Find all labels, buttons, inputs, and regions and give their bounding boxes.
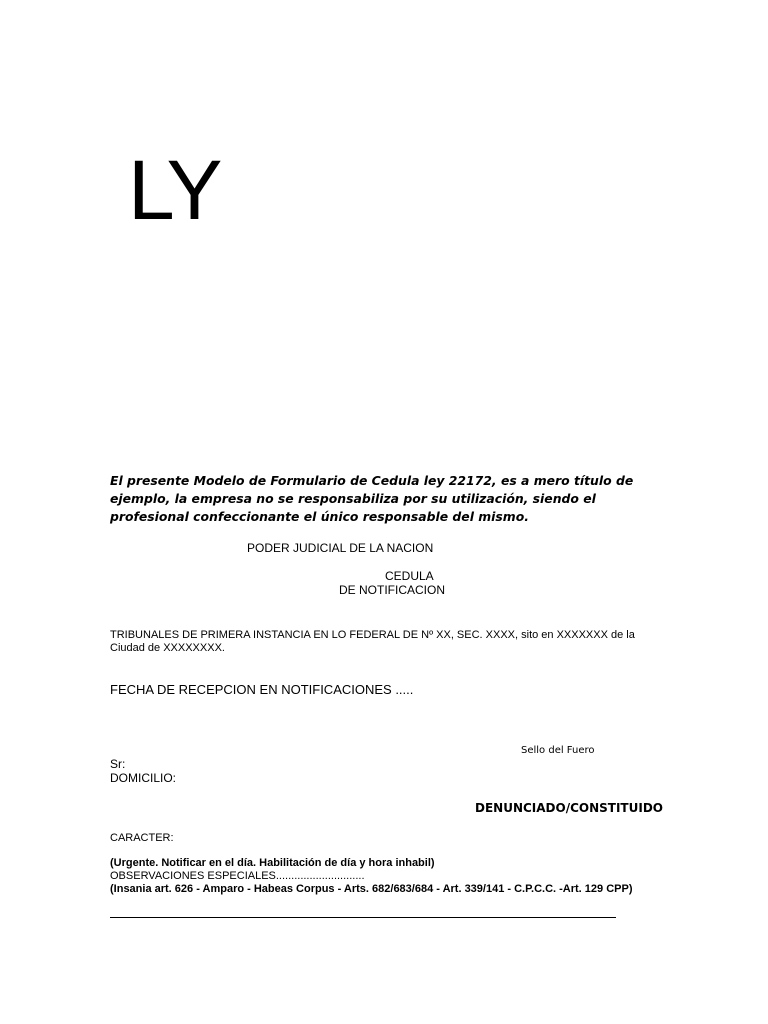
legal-references-note: (Insania art. 626 - Amparo - Habeas Corpus - Arts. 682/683/684 - Art. 339/141 - C.P.C.C. -Art. 129 CPP) xyxy=(110,883,633,895)
tribunal-text: TRIBUNALES DE PRIMERA INSTANCIA EN LO FEDERAL DE Nº XX, SEC. XXXX, sito en XXXXXXX de la Ciudad de XXXXXXXX. xyxy=(110,629,635,654)
divider-line xyxy=(110,917,616,918)
brand-logo: LY xyxy=(128,143,221,237)
document-type-heading: CEDULA xyxy=(385,569,434,583)
authority-heading: PODER JUDICIAL DE LA NACION xyxy=(247,541,434,555)
court-seal-label: Sello del Fuero xyxy=(521,745,595,756)
reception-date-label: FECHA DE RECEPCION EN NOTIFICACIONES ..... xyxy=(110,682,414,697)
special-observations-label: OBSERVACIONES ESPECIALES............................. xyxy=(110,870,365,882)
recipient-label: Sr: xyxy=(110,757,126,771)
address-label: DOMICILIO: xyxy=(110,771,177,785)
address-type-label: DENUNCIADO/CONSTITUIDO xyxy=(475,801,663,815)
character-label: CARACTER: xyxy=(110,832,174,844)
document-type-subheading: DE NOTIFICACION xyxy=(339,583,446,597)
disclaimer-text: El presente Modelo de Formulario de Cedula ley 22172, es a mero título de ejemplo, la empresa no se responsabiliza por su utilización, siendo el profesional confeccionante el único responsable del mismo. xyxy=(110,473,634,524)
urgency-note: (Urgente. Notificar en el día. Habilitación de día y hora inhabil) xyxy=(110,857,435,869)
